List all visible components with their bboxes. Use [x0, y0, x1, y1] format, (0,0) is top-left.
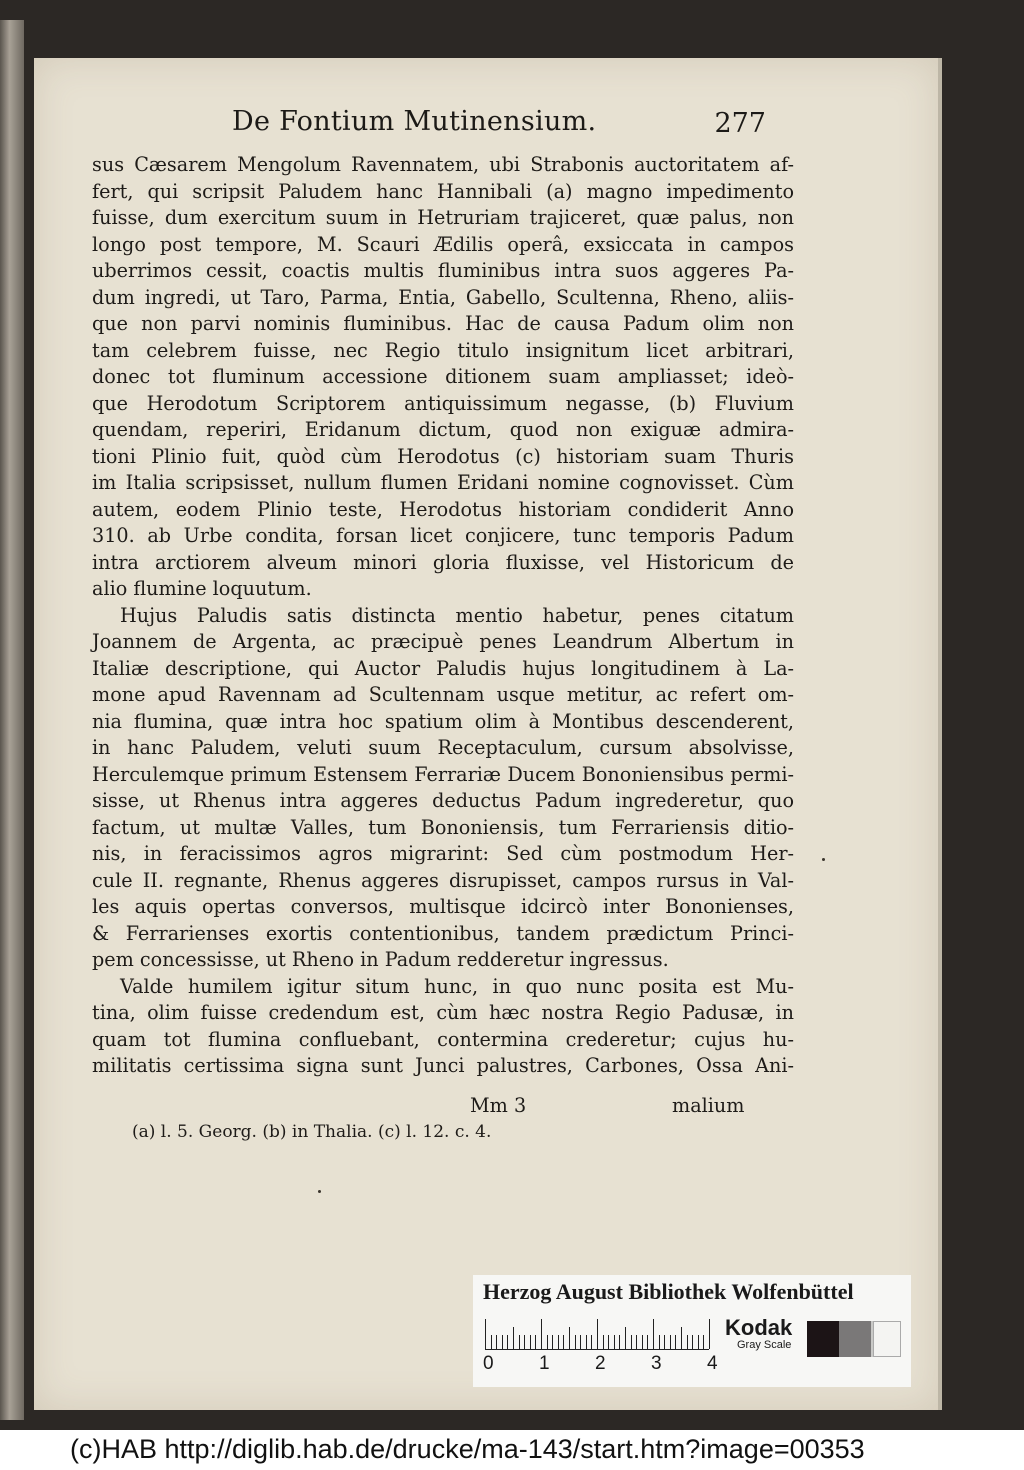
gray-patch-black	[807, 1321, 839, 1357]
text-line: tioni Plinio fuit, quòd cùm Herodotus (c) historiam suam Thuris	[92, 444, 794, 468]
ruler-tick	[558, 1335, 559, 1349]
text-line: autem, eodem Plinio teste, Herodotus historiam condiderit Anno	[92, 497, 794, 521]
paper-speck	[822, 858, 825, 861]
scale-number: 3	[651, 1353, 662, 1374]
copyright-footer	[0, 1430, 1024, 1470]
gray-patch-white	[873, 1321, 901, 1357]
ruler-tick	[513, 1327, 514, 1349]
text-line: intra arctiorem alveum minori gloria fluxisse, vel Historicum de	[92, 550, 794, 574]
gray-scale-label: Gray Scale	[737, 1339, 792, 1351]
running-title: De Fontium Mutinensium.	[232, 106, 597, 137]
ruler-tick	[530, 1335, 531, 1349]
ruler-tick	[653, 1319, 654, 1349]
running-head	[34, 106, 938, 146]
body-text	[92, 152, 794, 1080]
text-line: tam celebrem fuisse, nec Regio titulo insignitum licet arbitrari,	[92, 338, 794, 362]
ruler-tick	[569, 1327, 570, 1349]
ruler-tick	[524, 1335, 525, 1349]
scale-number: 1	[539, 1353, 550, 1374]
text-line: que non parvi nominis fluminibus. Hac de causa Padum olim non	[92, 312, 794, 335]
ruler-tick	[580, 1335, 581, 1349]
text-line: pem concessisse, ut Rheno in Padum redderetur ingressus.	[92, 948, 669, 971]
text-line: sus Cæsarem Mengolum Ravennatem, ubi Strabonis auctoritatem af-	[92, 153, 794, 176]
ruler-tick	[608, 1335, 609, 1349]
book-page	[34, 58, 938, 1410]
text-line: Valde humilem igitur situm hunc, in quo nunc posita est Mu-	[120, 974, 794, 998]
source-url: (c)HAB http://diglib.hab.de/drucke/ma-143/start.htm?image=00353	[70, 1434, 865, 1464]
ruler-tick	[575, 1335, 576, 1349]
ruler-tick	[535, 1335, 536, 1349]
text-line: Hujus Paludis satis distincta mentio habetur, penes citatum	[120, 603, 794, 627]
ruler-tick	[496, 1335, 497, 1349]
ruler-tick	[614, 1335, 615, 1349]
text-line: & Ferrarienses exortis contentionibus, tandem prædictum Princi-	[92, 921, 794, 945]
library-name: Herzog August Bibliothek Wolfenbüttel	[483, 1279, 854, 1304]
text-line: im Italia scripsisset, nullum flumen Eridani nomine cognovisset. Cùm	[92, 471, 794, 494]
gray-patch-dark	[839, 1321, 871, 1357]
scale-ruler	[485, 1319, 709, 1350]
ruler-tick	[507, 1335, 508, 1349]
adjacent-page-edge	[0, 20, 24, 1420]
text-line: fert, qui scripsit Paludem hanc Hannibali (a) magno impedimento	[92, 179, 794, 203]
ruler-tick	[692, 1335, 693, 1349]
text-line: les aquis opertas conversos, multisque idcircò inter Bononienses,	[92, 895, 794, 918]
ruler-tick	[681, 1327, 682, 1349]
ruler-tick	[502, 1335, 503, 1349]
text-line: Herculemque primum Estensem Ferrariæ Ducem Bononiensibus permi-	[92, 762, 794, 786]
ruler-tick	[647, 1335, 648, 1349]
ruler-tick	[625, 1327, 626, 1349]
ruler-tick	[597, 1319, 598, 1349]
signature-mark: Mm 3	[470, 1094, 527, 1117]
scale-number: 2	[595, 1353, 606, 1374]
ruler-tick	[591, 1335, 592, 1349]
ruler-tick	[670, 1335, 671, 1349]
ruler-tick	[703, 1335, 704, 1349]
text-line: cule II. regnante, Rhenus aggeres disrupisset, campos rursus in Val-	[92, 868, 794, 892]
page-edge	[938, 58, 942, 1410]
ruler-tick	[709, 1319, 710, 1349]
text-line: que Herodotum Scriptorem antiquissimum negasse, (b) Fluvium	[92, 391, 794, 415]
text-line: longo post tempore, M. Scauri Ædilis operâ, exsiccata in campos	[92, 232, 794, 256]
ruler-tick	[586, 1335, 587, 1349]
text-line: sisse, ut Rhenus intra aggeres deductus Padum ingrederetur, quo	[92, 789, 794, 812]
ruler-tick	[619, 1335, 620, 1349]
scale-number: 4	[707, 1353, 718, 1374]
footnotes: (a) l. 5. Georg. (b) in Thalia. (c) l. 12. c. 4.	[132, 1122, 492, 1142]
ruler-tick	[485, 1319, 486, 1349]
text-line: Joannem de Argenta, ac præcipuè penes Leandrum Albertum in	[92, 630, 794, 653]
ruler-tick	[491, 1335, 492, 1349]
ruler-tick	[563, 1335, 564, 1349]
ruler-tick	[631, 1335, 632, 1349]
ruler-tick	[636, 1335, 637, 1349]
ruler-tick	[547, 1335, 548, 1349]
text-line: militatis certissima signa sunt Junci palustres, Carbones, Ossa Ani-	[92, 1054, 794, 1077]
text-line: alio flumine loquutum.	[92, 577, 312, 600]
ruler-tick	[541, 1319, 542, 1349]
text-line: nis, in feracissimos agros migrarint: Sed cùm postmodum Her-	[92, 842, 794, 865]
scale-number: 0	[483, 1353, 494, 1374]
ruler-tick	[687, 1335, 688, 1349]
text-line: dum ingredi, ut Taro, Parma, Entia, Gabello, Scultenna, Rheno, aliis-	[92, 285, 794, 309]
ruler-tick	[675, 1335, 676, 1349]
text-line: Italiæ descriptione, qui Auctor Paludis hujus longitudinem à La-	[92, 656, 794, 680]
ruler-tick	[642, 1335, 643, 1349]
ruler-tick	[552, 1335, 553, 1349]
text-line: 310. ab Urbe condita, forsan licet conjicere, tunc temporis Padum	[92, 524, 794, 547]
text-line: quendam, reperiri, Eridanum dictum, quod non exiguæ admira-	[92, 418, 794, 441]
page-number: 277	[714, 108, 766, 139]
color-chart	[473, 1275, 911, 1387]
ruler-tick	[659, 1335, 660, 1349]
ruler-tick	[603, 1335, 604, 1349]
text-line: nia flumina, quæ intra hoc spatium olim à Montibus descenderent,	[92, 709, 794, 733]
text-line: in hanc Paludem, veluti suum Receptaculum, cursum absolvisse,	[92, 736, 794, 759]
paper-speck	[318, 1190, 321, 1193]
ruler-tick	[698, 1335, 699, 1349]
kodak-logo: Kodak	[725, 1315, 793, 1340]
ruler-tick	[519, 1335, 520, 1349]
catchline	[34, 1094, 938, 1120]
text-line: factum, ut multæ Valles, tum Bononiensis, tum Ferrariensis ditio-	[92, 815, 794, 839]
text-line: donec tot fluminum accessione ditionem suam ampliasset; ideò-	[92, 365, 794, 388]
scale-numbers	[479, 1353, 719, 1377]
catchword: malium	[672, 1094, 745, 1117]
text-line: fuisse, dum exercitum suum in Hetruriam trajiceret, quæ palus, non	[92, 206, 794, 229]
text-line: uberrimos cessit, coactis multis fluminibus intra suos aggeres Pa-	[92, 259, 794, 282]
text-line: tina, olim fuisse credendum est, cùm hæc nostra Regio Padusæ, in	[92, 1001, 794, 1024]
text-line: mone apud Ravennam ad Scultennam usque metitur, ac refert om-	[92, 683, 794, 706]
text-line: quam tot flumina confluebant, contermina crederetur; cujus hu-	[92, 1027, 794, 1051]
ruler-tick	[664, 1335, 665, 1349]
